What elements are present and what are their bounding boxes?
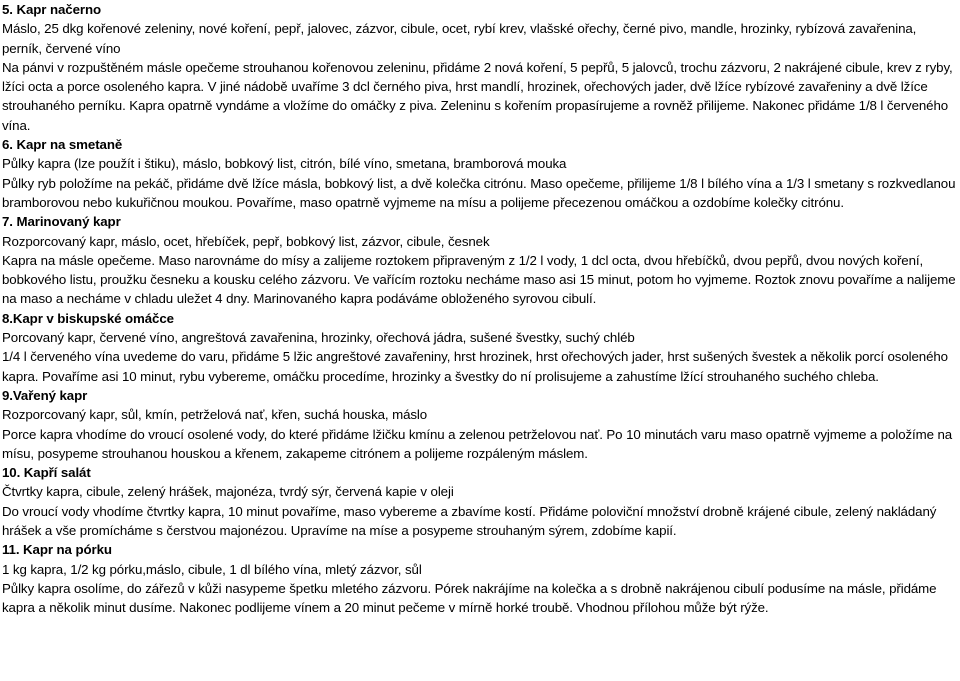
recipe-6-title: 6. Kapr na smetaně: [2, 137, 123, 153]
recipe-8-method: 1/4 l červeného vína uvedeme do varu, přidáme 5 lžic angreštové zavařeniny, hrst hrozinek, hrst ořechových jader, hrst sušených švestek a několik porcí osoleného kapra. Povaříme asi 10 minut, rybu vybereme, omáčku procedíme, hrozinky a švestky do ní prolisujeme a zahustíme lžící strouhaného suchého chleba.: [2, 349, 948, 384]
recipe-8-ingredients: Porcovaný kapr, červené víno, angreštová zavařenina, hrozinky, ořechová jádra, sušené švestky, suchý chléb: [2, 330, 635, 346]
recipe-11-ingredients: 1 kg kapra, 1/2 kg pórku,máslo, cibule, 1 dl bílého vína, mletý zázvor, sůl: [2, 561, 422, 577]
recipe-11-method: Půlky kapra osolíme, do zářezů v kůži nasypeme špetku mletého zázvoru. Pórek nakrájíme na kolečka a s drobně nakrájenou cibulí podusíme na másle, přidáme kapra a několik minut dusíme. Nakonec podlijeme vínem a 20 minut pečeme v mírně horké troubě. Vhodnou přílohou může být rýže.: [2, 580, 937, 616]
recipe-6-method: Půlky ryb položíme na pekáč, přidáme dvě lžíce másla, bobkový list, a dvě kolečka citrónu. Maso opečeme, přilijeme 1/8 l bílého vína a 1/3 l smetany s rozkvedlanou bramborovou nebo kukuřičnou moukou. Povaříme, maso opatrně vyjmeme na mísu a polijeme přecezenou omáčkou a ozdobíme kolečky citrónu.: [2, 175, 956, 210]
recipe-5-method: Na pánvi v rozpuštěném másle opečeme strouhanou kořenovou zeleninu, přidáme 2 nová koření, 5 pepřů, 5 jalovců, trochu zázvoru, 2 nakrájené cibule, krev z ryby, lžíci octa a porce osoleného kapra. V jiné nádobě uvaříme 3 dcl černého piva, hrst mandlí, hrozinek, ořechových jader, dvě lžíce rybízové zavařeniny a dvě lžíce strouhaného perníku. Kapra opatrně vyndáme a vložíme do omáčky z piva. Zeleninu s kořením propasírujeme a rovněž přilijeme. Nakonec přidáme 1/8 l červeného vína.: [2, 59, 953, 133]
recipe-5-ingredients: Máslo, 25 dkg kořenové zeleniny, nové koření, pepř, jalovec, zázvor, cibule, ocet, rybí krev, vlašské ořechy, černé pivo, mandle, hrozinky, rybízová zavařenina, perník, červené víno: [2, 21, 917, 56]
recipe-8-title: 8.Kapr v biskupské omáčce: [2, 310, 174, 326]
recipe-9-ingredients: Rozporcovaný kapr, sůl, kmín, petrželová nať, křen, suchá houska, máslo: [2, 407, 428, 423]
recipe-7-title: 7. Marinovaný kapr: [2, 214, 121, 230]
recipe-11-title: 11. Kapr na pórku: [2, 542, 112, 558]
recipe-9-method: Porce kapra vhodíme do vroucí osolené vody, do které přidáme lžičku kmínu a zelenou petrželovou nať. Po 10 minutách varu maso opatrně vyjmeme a položíme na mísu, posypeme strouhanou houskou a křenem, zakapeme citrónem a polijeme rozpáleným máslem.: [2, 426, 953, 461]
recipe-10-title: 10. Kapří salát: [2, 465, 91, 481]
recipe-7-method: Kapra na másle opečeme. Maso narovnáme do mísy a zalijeme roztokem připraveným z 1/2 l vody, 1 dcl octa, dvou hřebíčků, dvou pepřů, dvou nových koření, bobkového listu, proužku česneku a kousku celého zázvoru. Ve vařícím roztoku necháme maso asi 15 minut, potom ho vyjmeme. Roztok znovu povaříme a nalijeme na maso a necháme v chladu uležet 4 dny. Marinovaného kapra podáváme obloženého syrovou cibulí.: [2, 252, 956, 307]
recipe-9-title: 9.Vařený kapr: [2, 387, 88, 403]
recipe-7-ingredients: Rozporcovaný kapr, máslo, ocet, hřebíček, pepř, bobkový list, zázvor, cibule, česnek: [2, 233, 490, 249]
recipe-10-ingredients: Čtvrtky kapra, cibule, zelený hrášek, majonéza, tvrdý sýr, červená kapie v oleji: [2, 484, 454, 500]
recipe-5-title: 5. Kapr načerno: [2, 2, 101, 17]
recipe-6-ingredients: Půlky kapra (lze použít i štiku), máslo, bobkový list, citrón, bílé víno, smetana, bramborová mouka: [2, 156, 567, 172]
recipe-10-method: Do vroucí vody vhodíme čtvrtky kapra, 10 minut povaříme, maso vybereme a zbavíme kostí. Přidáme poloviční množství drobně krájené cibule, zelený nakládaný hrášek a vše promícháme s čerstvou majonézou. Upravíme na míse a posypeme strouhaným sýrem, zdobíme kapií.: [2, 503, 937, 539]
